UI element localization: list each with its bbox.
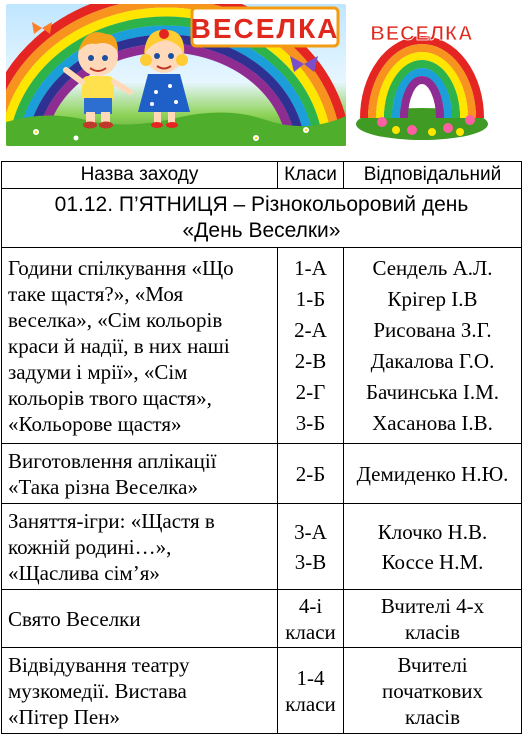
responsible-name: класів	[404, 704, 461, 729]
classes-cell	[278, 504, 344, 590]
responsible-cell	[344, 590, 522, 648]
class-label: 3-Б	[295, 410, 326, 435]
event-text-line: «Така різна Веселка»	[8, 474, 198, 499]
classes-cell	[278, 590, 344, 648]
event-schedule-table	[1, 161, 522, 734]
table-row	[2, 648, 522, 734]
class-label: 2-Б	[295, 461, 326, 486]
class-label: 4-і	[298, 593, 323, 618]
event-text-line: Заняття-ігри: «Щастя в	[8, 508, 215, 533]
responsible-name: Сендель А.Л.	[372, 255, 493, 280]
event-text-line: краси й надії, в них наші	[8, 333, 230, 358]
table-header-row	[2, 162, 522, 189]
event-text-line: «Щаслива сім’я»	[8, 560, 160, 585]
event-text-line: задуми і мрії», «Сім	[8, 359, 188, 384]
responsible-cell	[344, 248, 522, 444]
responsible-name: Крігер І.В	[387, 286, 478, 311]
event-text-line: веселка», «Сім кольорів	[8, 307, 223, 332]
day-title-line: 01.12. П’ЯТНИЦЯ – Різнокольоровий день	[54, 193, 469, 216]
banner-title-plate	[6, 4, 346, 146]
responsible-cell	[344, 444, 522, 504]
event-text-line: Години спілкування «Що	[8, 255, 234, 280]
event-text-line: Виготовлення аплікації	[8, 448, 217, 473]
responsible-name: Дакалова Г.О.	[370, 348, 495, 373]
table-row	[2, 504, 522, 590]
class-label: 1-4	[296, 665, 325, 690]
event-text-line: кольорів твого щастя»,	[8, 385, 212, 410]
class-label: 2-Г	[295, 379, 326, 404]
responsible-cell	[344, 504, 522, 590]
class-label: 3-В	[294, 549, 327, 574]
event-cell	[2, 590, 278, 648]
class-label: класи	[285, 619, 336, 644]
event-text-line: Відвідування театру	[8, 652, 190, 677]
badge-title: ВЕСЕЛКА	[370, 23, 474, 45]
class-label: 1-А	[294, 255, 327, 280]
event-text-line: Свято Веселки	[8, 606, 141, 631]
responsible-name: класів	[404, 619, 461, 644]
event-cell	[2, 648, 278, 734]
responsible-cell	[344, 648, 522, 734]
event-text-line: «Пітер Пен»	[8, 704, 120, 729]
day-title-subtitle: «День Веселки»	[182, 219, 341, 242]
class-label: 2-А	[294, 317, 327, 342]
responsible-name: початкових	[381, 678, 483, 703]
responsible-name: Хасанова І.В.	[372, 410, 493, 435]
class-label: 2-В	[294, 348, 327, 373]
table-row	[2, 590, 522, 648]
day-title-row	[2, 189, 522, 248]
classes-cell	[278, 648, 344, 734]
header-responsible: Відповідальний	[344, 162, 522, 189]
day-title	[2, 189, 522, 248]
rainbow-kids-banner	[6, 4, 346, 146]
event-cell	[2, 504, 278, 590]
event-text-line: таке щастя?», «Моя	[8, 281, 184, 306]
event-text-line: «Кольорове щастя»	[8, 411, 182, 436]
rainbow-badge-logo	[352, 6, 492, 146]
responsible-name: Бачинська І.М.	[365, 379, 500, 404]
class-label: 3-А	[294, 519, 327, 544]
classes-cell	[278, 248, 344, 444]
responsible-name: Вчителі 4-х	[380, 593, 485, 618]
responsible-name: Клочко Н.В.	[377, 519, 488, 544]
event-cell	[2, 444, 278, 504]
table-row	[2, 444, 522, 504]
header-event: Назва заходу	[2, 162, 278, 189]
header-classes: Класи	[278, 162, 344, 189]
class-label: 1-Б	[295, 286, 326, 311]
event-text-line: музкомедії. Вистава	[8, 678, 187, 703]
banner-title: ВЕСЕЛКА	[190, 13, 340, 44]
responsible-name: Вчителі	[397, 652, 468, 677]
responsible-name: Рисована З.Г.	[373, 317, 492, 342]
event-cell	[2, 248, 278, 444]
responsible-name: Демиденко Н.Ю.	[356, 461, 509, 486]
responsible-name: Коссе Н.М.	[381, 549, 484, 574]
event-text-line: кожній родині…»,	[8, 534, 172, 559]
table-row	[2, 248, 522, 444]
class-label: класи	[285, 691, 336, 716]
classes-cell	[278, 444, 344, 504]
